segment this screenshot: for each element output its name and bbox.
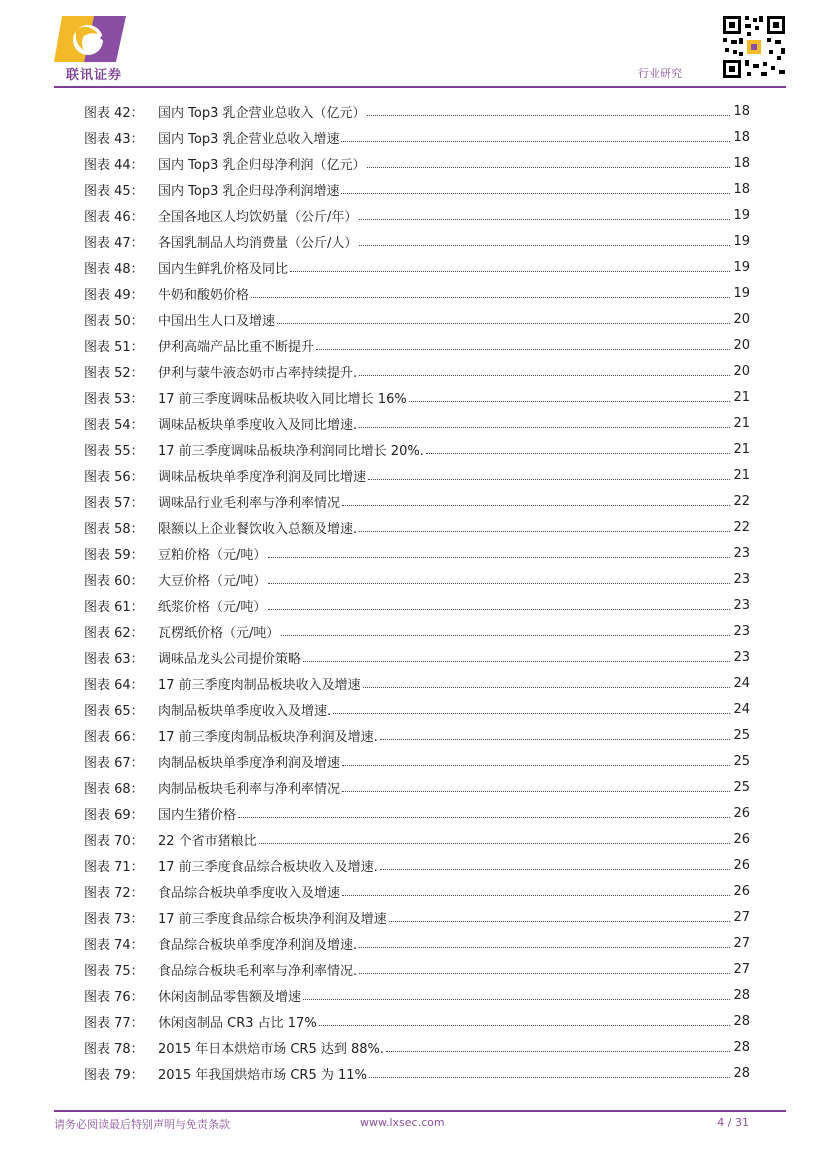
toc-entry-title: 国内生鲜乳价格及同比 [158, 261, 289, 277]
toc-entry-title: 肉制品板块毛利率与净利率情况 [158, 781, 341, 797]
toc-entry-label: 图表 67： [84, 755, 144, 771]
toc-entry[interactable] [84, 566, 750, 592]
toc-entry-page: 21 [733, 415, 750, 431]
toc-entry-label: 图表 57： [84, 495, 144, 511]
toc-entry-page: 28 [733, 987, 750, 1003]
toc-entry-title: 2015 年我国烘焙市场 CR5 为 11% [158, 1067, 367, 1083]
toc-entry-label: 图表 54： [84, 417, 144, 433]
toc-entry-page: 18 [733, 129, 750, 145]
toc-entry-label: 图表 70： [84, 833, 144, 849]
toc-entry-label: 图表 56： [84, 469, 144, 485]
toc-entry-title: 大豆价格（元/吨） [158, 573, 267, 589]
toc-entry-label: 图表 50： [84, 313, 144, 329]
toc-entry-page: 25 [733, 779, 750, 795]
toc-entry-page: 19 [733, 207, 750, 223]
toc-entry-label: 图表 45： [84, 183, 144, 199]
toc-entry-title: 调味品板块单季度净利润及同比增速 [158, 469, 367, 485]
toc-entry-page: 25 [733, 727, 750, 743]
toc-entry[interactable] [84, 462, 750, 488]
toc-entry-leader [341, 140, 730, 142]
toc-entry-title: 17 前三季度调味品板块净利润同比增长 20%. [158, 443, 424, 459]
toc-entry-title: 肉制品板块单季度净利润及增速 [158, 755, 341, 771]
section-label: 行业研究 [638, 67, 682, 80]
toc-entry[interactable] [84, 930, 750, 956]
toc-entry-leader [316, 348, 730, 350]
toc-entry-leader [426, 452, 730, 454]
footer-website: www.lxsec.com [360, 1116, 445, 1129]
toc-entry-leader [359, 374, 730, 376]
footer-divider [54, 1110, 786, 1112]
toc-entry-label: 图表 65： [84, 703, 144, 719]
toc-entry[interactable] [84, 280, 750, 306]
toc-entry-title: 纸浆价格（元/吨） [158, 599, 267, 615]
toc-entry-title: 国内 Top3 乳企归母净利润（亿元） [158, 157, 366, 173]
toc-entry-title: 全国各地区人均饮奶量（公斤/年） [158, 209, 358, 225]
toc-entry-page: 22 [733, 493, 750, 509]
toc-entry-page: 19 [733, 233, 750, 249]
toc-entry[interactable] [84, 514, 750, 540]
toc-entry-leader [359, 218, 730, 220]
toc-entry-page: 24 [733, 701, 750, 717]
toc-entry-label: 图表 52： [84, 365, 144, 381]
toc-entry-title: 食品综合板块单季度净利润及增速. [158, 937, 358, 953]
toc-entry[interactable] [84, 176, 750, 202]
toc-entry[interactable] [84, 826, 750, 852]
toc-entry-title: 22 个省市猪粮比 [158, 833, 257, 849]
toc-entry-leader [238, 816, 730, 818]
logo-mark-icon [54, 12, 134, 68]
toc-entry-leader [368, 478, 730, 480]
toc-entry-leader [359, 530, 730, 532]
toc-entry-title: 国内 Top3 乳企营业总收入增速 [158, 131, 340, 147]
toc-entry-label: 图表 42： [84, 105, 144, 121]
toc-entry-page: 21 [733, 467, 750, 483]
toc-entry-leader [380, 868, 730, 870]
toc-entry-page: 28 [733, 1065, 750, 1081]
toc-entry[interactable] [84, 852, 750, 878]
toc-entry-leader [367, 166, 730, 168]
toc-entry-title: 肉制品板块单季度收入及增速. [158, 703, 332, 719]
toc-entry-page: 27 [733, 935, 750, 951]
toc-entry[interactable] [84, 592, 750, 618]
toc-entry-leader [268, 608, 730, 610]
toc-entry-title: 17 前三季度食品综合板块收入及增速. [158, 859, 378, 875]
toc-entry-label: 图表 73： [84, 911, 144, 927]
toc-entry-title: 中国出生人口及增速 [158, 313, 276, 329]
footer-page-number: 4 / 31 [717, 1116, 749, 1129]
toc-entry-leader [369, 1076, 730, 1078]
toc-entry-page: 25 [733, 753, 750, 769]
footer-disclaimer: 请务必阅读最后特别声明与免责条款 [54, 1118, 230, 1131]
toc-entry[interactable] [84, 1060, 750, 1086]
toc-entry-leader [341, 192, 730, 194]
toc-entry-leader [386, 1050, 730, 1052]
qr-code-icon [721, 14, 787, 80]
toc-entry-leader [290, 270, 730, 272]
toc-entry-page: 23 [733, 571, 750, 587]
toc-entry-label: 图表 79： [84, 1067, 144, 1083]
toc-entry-leader [359, 244, 730, 246]
toc-entry-page: 23 [733, 623, 750, 639]
toc-entry-label: 图表 58： [84, 521, 144, 537]
toc-entry-label: 图表 75： [84, 963, 144, 979]
toc-entry[interactable] [84, 254, 750, 280]
toc-entry-page: 20 [733, 337, 750, 353]
toc-entry-label: 图表 60： [84, 573, 144, 589]
toc-entry[interactable] [84, 722, 750, 748]
toc-entry-label: 图表 77： [84, 1015, 144, 1031]
toc-entry-leader [268, 556, 730, 558]
toc-entry-leader [380, 738, 730, 740]
toc-entry-title: 伊利高端产品比重不断提升 [158, 339, 315, 355]
toc-entry-leader [319, 1024, 730, 1026]
toc-entry-leader [259, 842, 730, 844]
logo-text: 联讯证券 [65, 68, 122, 83]
toc-entry-page: 26 [733, 883, 750, 899]
toc-entry-leader [333, 712, 730, 714]
toc-entry-title: 食品综合板块单季度收入及增速 [158, 885, 341, 901]
toc-entry-label: 图表 63： [84, 651, 144, 667]
toc-entry-title: 伊利与蒙牛液态奶市占率持续提升. [158, 365, 358, 381]
toc-entry-leader [342, 504, 730, 506]
toc-entry-title: 国内生猪价格 [158, 807, 237, 823]
toc-entry[interactable] [84, 436, 750, 462]
toc-entry-label: 图表 72： [84, 885, 144, 901]
toc-entry-page: 26 [733, 857, 750, 873]
toc-entry-label: 图表 78： [84, 1041, 144, 1057]
toc-entry[interactable] [84, 124, 750, 150]
toc-entry-page: 20 [733, 311, 750, 327]
toc-entry-title: 休闲卤制品 CR3 占比 17% [158, 1015, 317, 1031]
toc-entry[interactable] [84, 644, 750, 670]
toc-entry[interactable] [84, 540, 750, 566]
toc-entry-title: 国内 Top3 乳企营业总收入（亿元） [158, 105, 366, 121]
toc-entry-page: 18 [733, 103, 750, 119]
toc-entry[interactable] [84, 1034, 750, 1060]
toc-entry-leader [342, 764, 730, 766]
toc-entry-page: 18 [733, 155, 750, 171]
toc-entry[interactable] [84, 98, 750, 124]
toc-entry-label: 图表 76： [84, 989, 144, 1005]
toc-entry[interactable] [84, 358, 750, 384]
toc-entry-label: 图表 44： [84, 157, 144, 173]
toc-entry-page: 22 [733, 519, 750, 535]
toc-entry[interactable] [84, 878, 750, 904]
toc-entry-label: 图表 55： [84, 443, 144, 459]
toc-entry-title: 国内 Top3 乳企归母净利润增速 [158, 183, 340, 199]
toc-entry-label: 图表 53： [84, 391, 144, 407]
toc-entry-label: 图表 46： [84, 209, 144, 225]
toc-entry-label: 图表 47： [84, 235, 144, 251]
toc-entry-leader [363, 686, 730, 688]
toc-entry-title: 豆粕价格（元/吨） [158, 547, 267, 563]
toc-entry-label: 图表 49： [84, 287, 144, 303]
toc-entry-label: 图表 61： [84, 599, 144, 615]
toc-entry-leader [342, 894, 730, 896]
toc-entry-leader [359, 972, 730, 974]
toc-entry-page: 26 [733, 831, 750, 847]
toc-entry-title: 调味品板块单季度收入及同比增速. [158, 417, 358, 433]
toc-entry[interactable] [84, 306, 750, 332]
toc-entry-leader [359, 946, 730, 948]
toc-entry-leader [251, 296, 730, 298]
toc-entry-label: 图表 59： [84, 547, 144, 563]
toc-entry-leader [268, 582, 730, 584]
toc-entry-label: 图表 48： [84, 261, 144, 277]
toc-entry[interactable] [84, 488, 750, 514]
toc-entry-page: 20 [733, 363, 750, 379]
toc-entry-title: 牛奶和酸奶价格 [158, 287, 250, 303]
toc-entry[interactable] [84, 670, 750, 696]
toc-entry[interactable] [84, 982, 750, 1008]
toc-entry-page: 28 [733, 1013, 750, 1029]
toc-entry-leader [277, 322, 730, 324]
toc-entry-title: 17 前三季度肉制品板块净利润及增速. [158, 729, 378, 745]
toc-entry[interactable] [84, 800, 750, 826]
toc-entry-label: 图表 74： [84, 937, 144, 953]
figure-list [84, 98, 750, 1086]
toc-entry[interactable] [84, 332, 750, 358]
toc-entry-page: 19 [733, 259, 750, 275]
toc-entry-page: 19 [733, 285, 750, 301]
toc-entry[interactable] [84, 696, 750, 722]
toc-entry-leader [303, 660, 730, 662]
toc-entry-page: 26 [733, 805, 750, 821]
toc-entry-page: 23 [733, 597, 750, 613]
toc-entry-title: 17 前三季度肉制品板块收入及增速 [158, 677, 361, 693]
toc-entry-title: 调味品行业毛利率与净利率情况 [158, 495, 341, 511]
toc-entry[interactable] [84, 410, 750, 436]
toc-entry-label: 图表 64： [84, 677, 144, 693]
toc-entry-page: 18 [733, 181, 750, 197]
toc-entry-title: 17 前三季度调味品板块收入同比增长 16% [158, 391, 407, 407]
toc-entry-page: 27 [733, 961, 750, 977]
toc-entry[interactable] [84, 748, 750, 774]
toc-entry-title: 瓦楞纸价格（元/吨） [158, 625, 280, 641]
toc-entry-page: 28 [733, 1039, 750, 1055]
toc-entry[interactable] [84, 774, 750, 800]
toc-entry-label: 图表 62： [84, 625, 144, 641]
toc-entry-page: 27 [733, 909, 750, 925]
toc-entry-title: 2015 年日本烘焙市场 CR5 达到 88%. [158, 1041, 385, 1057]
toc-entry-leader [342, 790, 730, 792]
toc-entry-leader [281, 634, 730, 636]
toc-entry[interactable] [84, 904, 750, 930]
toc-entry-label: 图表 66： [84, 729, 144, 745]
toc-entry-label: 图表 43： [84, 131, 144, 147]
toc-entry-label: 图表 69： [84, 807, 144, 823]
toc-entry-title: 食品综合板块毛利率与净利率情况. [158, 963, 358, 979]
toc-entry-page: 24 [733, 675, 750, 691]
toc-entry-leader [409, 400, 730, 402]
header-divider [54, 86, 786, 88]
toc-entry[interactable] [84, 618, 750, 644]
toc-entry[interactable] [84, 1008, 750, 1034]
toc-entry-title: 17 前三季度食品综合板块净利润及增速 [158, 911, 387, 927]
toc-entry-title: 调味品龙头公司提价策略 [158, 651, 302, 667]
toc-entry[interactable] [84, 202, 750, 228]
toc-entry[interactable] [84, 384, 750, 410]
toc-entry-title: 限额以上企业餐饮收入总额及增速. [158, 521, 358, 537]
toc-entry-leader [359, 426, 730, 428]
toc-entry-label: 图表 71： [84, 859, 144, 875]
toc-entry-leader [389, 920, 730, 922]
toc-entry-page: 21 [733, 441, 750, 457]
toc-entry-page: 23 [733, 545, 750, 561]
toc-entry[interactable] [84, 228, 750, 254]
toc-entry-label: 图表 51： [84, 339, 144, 355]
toc-entry[interactable] [84, 956, 750, 982]
toc-entry-page: 23 [733, 649, 750, 665]
toc-entry-title: 各国乳制品人均消费量（公斤/人） [158, 235, 358, 251]
toc-entry-page: 21 [733, 389, 750, 405]
toc-entry-leader [367, 114, 730, 116]
toc-entry[interactable] [84, 150, 750, 176]
toc-entry-leader [303, 998, 730, 1000]
toc-entry-label: 图表 68： [84, 781, 144, 797]
toc-entry-title: 休闲卤制品零售额及增速 [158, 989, 302, 1005]
